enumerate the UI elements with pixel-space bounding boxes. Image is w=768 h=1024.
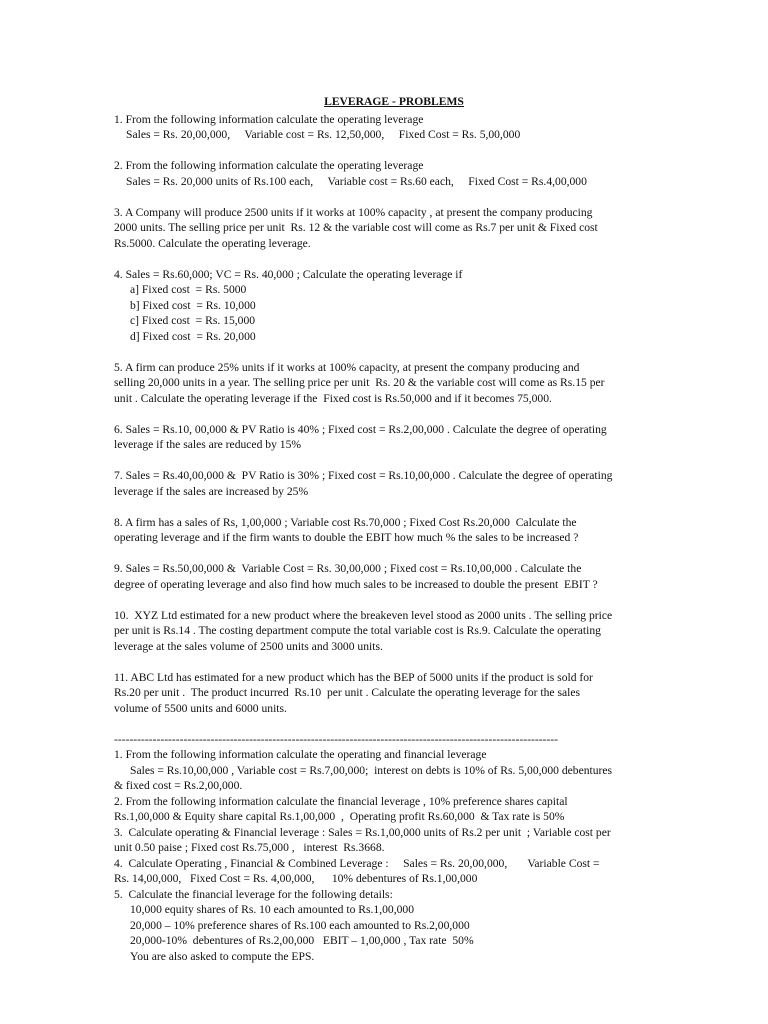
problem-item [114, 267, 668, 345]
problem-text-line: degree of operating leverage and also find how much sales to be increased to double the present EBIT ? [114, 577, 598, 591]
problem-item [114, 112, 668, 143]
problem-text-line: 1. From the following information calculate the operating and financial leverage [114, 748, 487, 761]
problem-text-line: per unit is Rs.14 . The costing department compute the total variable cost is Rs.9. Calculate the operating [114, 624, 601, 637]
paragraph-gap [114, 546, 668, 562]
paragraph-gap [114, 251, 668, 267]
problem-text-line: 10,000 equity shares of Rs. 10 each amounted to Rs.1,00,000 [130, 903, 415, 916]
problem-text-line: d] Fixed cost = Rs. 20,000 [130, 329, 256, 343]
problem-text-line: volume of 5500 units and 6000 units. [114, 701, 287, 715]
problem-text-line: 5. A firm can produce 25% units if it works at 100% capacity, at present the company producing and [114, 360, 580, 374]
problem-text-line: 11. ABC Ltd has estimated for a new product which has the BEP of 5000 units if the product is sold for [114, 670, 593, 684]
problem-item [114, 608, 668, 655]
problem-text-line: 2000 units. The selling price per unit Rs. 12 & the variable cost will come as Rs.7 per unit & Fixed cost [114, 221, 598, 234]
problem-item [114, 561, 668, 592]
paragraph-gap [114, 453, 668, 469]
problem-text-line: Rs.20 per unit . The product incurred Rs.10 per unit . Calculate the operating leverage for the sales [114, 686, 580, 699]
problem-item [114, 468, 668, 499]
paragraph-gap [114, 189, 668, 205]
problem-text-line: Sales = Rs. 20,000 units of Rs.100 each, Variable cost = Rs.60 each, Fixed Cost = Rs.4,00,000 [126, 174, 587, 188]
problem-item [114, 360, 668, 407]
problem-text-line: Rs.5000. Calculate the operating leverage. [114, 236, 311, 250]
problem-text-line: 5. Calculate the financial leverage for the following details: [114, 887, 393, 901]
problem-text-line: unit 0.50 paise ; Fixed cost Rs.75,000 , interest Rs.3668. [114, 841, 385, 854]
problem-text-line: 8. A firm has a sales of Rs, 1,00,000 ; Variable cost Rs.70,000 ; Fixed Cost Rs.20,000 Calculate the [114, 515, 577, 529]
problem-text-line: 4. Sales = Rs.60,000; VC = Rs. 40,000 ; Calculate the operating leverage if [114, 267, 463, 281]
problem-text-line: 2. From the following information calculate the operating leverage [114, 159, 424, 172]
problem-text-line: Sales = Rs.10,00,000 , Variable cost = Rs.7,00,000; interest on debts is 10% of Rs. 5,00,000 debentures [130, 763, 613, 777]
operating-leverage-problems [114, 112, 668, 732]
problem-text-line: selling 20,000 units in a year. The selling price per unit Rs. 20 & the variable cost will come as Rs.15 per [114, 376, 605, 389]
problem-text-line: Sales = Rs. 20,00,000, Variable cost = Rs. 12,50,000, Fixed Cost = Rs. 5,00,000 [126, 128, 521, 141]
problem-text-line: leverage if the sales are increased by 25% [114, 484, 309, 498]
problem-text-line: operating leverage and if the firm wants to double the EBIT how much % the sales to be increased ? [114, 531, 579, 544]
problem-text-line: 20,000-10% debentures of Rs.2,00,000 EBIT – 1,00,000 , Tax rate 50% [130, 934, 474, 947]
problem-item [114, 205, 668, 252]
paragraph-gap [114, 716, 668, 732]
problem-text-line: leverage at the sales volume of 2500 units and 3000 units. [114, 639, 383, 653]
problem-text-line: 4. Calculate Operating , Financial & Combined Leverage : Sales = Rs. 20,00,000, Variable Cost = [114, 856, 600, 870]
problem-text-line: leverage if the sales are reduced by 15% [114, 438, 302, 451]
problem-text-line: 6. Sales = Rs.10, 00,000 & PV Ratio is 40% ; Fixed cost = Rs.2,00,000 . Calculate the degree of operating [114, 422, 607, 436]
problem-item [114, 422, 668, 453]
problem-text-line: & fixed cost = Rs.2,00,000. [114, 779, 243, 792]
paragraph-gap [114, 654, 668, 670]
problem-text-line: 3. Calculate operating & Financial leverage : Sales = Rs.1,00,000 units of Rs.2 per unit ; Variable cost per [114, 825, 611, 839]
problem-text-line: a] Fixed cost = Rs. 5000 [130, 283, 247, 296]
problem-text-line: b] Fixed cost = Rs. 10,000 [130, 298, 256, 312]
problem-text-line: c] Fixed cost = Rs. 15,000 [130, 314, 256, 327]
problem-item [114, 158, 668, 189]
paragraph-gap [114, 143, 668, 159]
problem-text-line: Rs. 14,00,000, Fixed Cost = Rs. 4,00,000, 10% debentures of Rs.1,00,000 [114, 872, 478, 885]
paragraph-gap [114, 344, 668, 360]
problem-text-line: unit . Calculate the operating leverage if the Fixed cost is Rs.50,000 and if it becomes 75,000. [114, 391, 552, 405]
problem-item [114, 515, 668, 546]
page-title: LEVERAGE - PROBLEMS [324, 95, 464, 108]
section-separator: ------------------------------------------------------------------------------------------------------------------- [114, 732, 558, 746]
paragraph-gap [114, 592, 668, 608]
paragraph-gap [114, 499, 668, 515]
problem-text-line: 10. XYZ Ltd estimated for a new product where the breakeven level stood as 2000 units . The selling price [114, 608, 613, 622]
problem-text-line: Rs.1,00,000 & Equity share capital Rs.1,00,000 , Operating profit Rs.60,000 & Tax rate is 50% [114, 810, 565, 823]
financial-leverage-problems [114, 747, 668, 964]
problem-text-line: 1. From the following information calculate the operating leverage [114, 112, 424, 126]
problem-text-line: You are also asked to compute the EPS. [130, 949, 315, 963]
problem-text-line: 9. Sales = Rs.50,00,000 & Variable Cost = Rs. 30,00,000 ; Fixed cost = Rs.10,00,000 . Calculate the [114, 562, 582, 575]
problem-item [114, 670, 668, 717]
paragraph-gap [114, 406, 668, 422]
problem-text-line: 2. From the following information calculate the financial leverage , 10% preference shares capital [114, 794, 568, 808]
problem-text-line: 3. A Company will produce 2500 units if it works at 100% capacity , at present the company producing [114, 205, 593, 219]
problem-text-line: 7. Sales = Rs.40,00,000 & PV Ratio is 30% ; Fixed cost = Rs.10,00,000 . Calculate the degree of operating [114, 469, 613, 482]
problem-text-line: 20,000 – 10% preference shares of Rs.100 each amounted to Rs.2,00,000 [130, 918, 470, 932]
